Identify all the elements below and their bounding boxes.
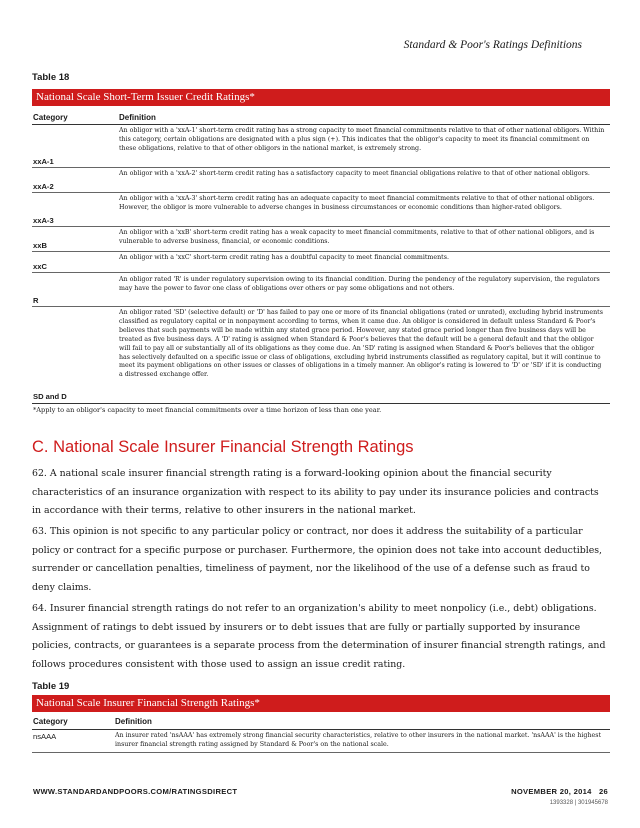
row-divider	[32, 167, 610, 168]
table-row-category: xxA-1	[33, 157, 54, 166]
table-row-definition: An obligor with a 'xxB' short-term credit rating has a weak capacity to meet financial commitments, relative to that of other national obligors, and is vulnerable to adverse business, financial, or economic conditions.	[119, 229, 595, 245]
table-19-category-header: Category	[33, 717, 68, 726]
paragraph-64: 64. Insurer financial strength ratings do not refer to an organization's ability to meet nonpolicy (i.e., debt) obligations. Assignment of ratings to debt issued by insurers or to debt issues that are fully or partially supported by insurance policies, contracts, or guarantees is a separate process from the determination of insurer financial strength ratings, and follows procedures consistent with those used to assign an issue credit rating.	[32, 603, 606, 670]
running-header: Standard & Poor's Ratings Definitions	[403, 39, 582, 51]
table-19-header-rule	[32, 729, 610, 730]
table-18-title: National Scale Short-Term Issuer Credit Ratings*	[32, 89, 610, 106]
table-row-definition: An obligor with a 'xxA-1' short-term credit rating has a strong capacity to meet financial commitments relative to that of other national obligors. Within this category, certain obligations are designated with a plus sign (+). This indicates that the obligor's capacity to meet its financial commitment on these obligations, relative to that of other obligors in the national market, is extremely strong.	[119, 127, 605, 152]
table-18-header-rule	[32, 124, 610, 125]
table-row-definition: An obligor with a 'xxA-3' short-term credit rating has an adequate capacity to meet financial commitments relative to that of other national obligors. However, the obligor is more vulnerable to adverse changes in business circumstances or economic conditions than higher-rated obligors.	[119, 195, 595, 211]
table-18-label: Table 18	[32, 72, 70, 83]
table-row-category: xxA-3	[33, 216, 54, 225]
table-row-category: xxB	[33, 241, 47, 250]
paragraph-62: 62. A national scale insurer financial strength rating is a forward-looking opinion about the financial security characteristics of an insurance organization with respect to its ability to pay under its insurance policies and contracts in accordance with their terms, relative to other insurers in the national market.	[32, 468, 599, 517]
table-19-definition-header: Definition	[115, 717, 152, 726]
row-divider	[32, 251, 610, 252]
footer-document-code: 1393328 | 301945678	[549, 800, 608, 806]
table-row-definition: An obligor with a 'xxC' short-term credit rating has a doubtful capacity to meet financial commitments.	[119, 254, 449, 261]
row-divider	[32, 226, 610, 227]
table-18-footnote: *Apply to an obligor's capacity to meet financial commitments over a time horizon of less than one year.	[33, 406, 382, 414]
table-19-label: Table 19	[32, 681, 70, 692]
table-row-category: xxC	[33, 262, 47, 271]
table-18-category-header: Category	[33, 113, 68, 122]
table-18-bottom-rule	[32, 403, 610, 404]
table-19-title: National Scale Insurer Financial Strength Ratings*	[32, 695, 610, 712]
table-row-definition: An obligor with a 'xxA-2' short-term credit rating has a satisfactory capacity to meet financial obligations relative to that of other national obligors.	[119, 170, 590, 177]
table-row-category: xxA-2	[33, 182, 54, 191]
table-row-definition: An insurer rated 'nsAAA' has extremely strong financial security characteristics, relative to other insurers in the national market. 'nsAAA' is the highest insurer financial strength rating assigned by Standard & Poor's on the national scale.	[115, 732, 602, 748]
row-divider	[32, 306, 610, 307]
table-row-category: R	[33, 296, 39, 305]
table-row-category: SD and D	[33, 392, 67, 401]
row-divider	[32, 192, 610, 193]
table-row-definition: An obligor rated 'R' is under regulatory supervision owing to its financial condition. During the pendency of the regulatory supervision, the regulators may have the power to favor one class of obligations over others or pay some obligations and not others.	[119, 276, 600, 292]
table-row-category: nsAAA	[33, 732, 57, 741]
footer-url: WWW.STANDARDANDPOORS.COM/RATINGSDIRECT	[33, 787, 238, 796]
table-row-definition: An obligor rated 'SD' (selective default) or 'D' has failed to pay one or more of its financial obligations (rated or unrated), excluding hybrid instruments classified as regulatory capital or in nonpayment according to terms, when it came due. An obligor is considered in default unless Standard & Poor's believes that such payments will be made within any stated grace period. However, any stated grace period longer than five business days will be treated as five business days. A 'D' rating is assigned when Standard & Poor's believes that the default will be a general default and that the obligor will fail to pay all or substantially all of its obligations as they come due. An 'SD' rating is assigned when Standard & Poor's believes that the obligor has selectively defaulted on a specific issue or class of obligations, excluding hybrid instruments classified as regulatory capital, but it will continue to meet its payment obligations on other issues or classes of obligations in a timely manner. An obligor's rating is lowered to 'D' or 'SD' if it is conducting a distressed exchange offer.	[119, 309, 603, 379]
row-divider	[32, 272, 610, 273]
table-18-definition-header: Definition	[119, 113, 156, 122]
section-heading: C. National Scale Insurer Financial Strength Ratings	[32, 438, 414, 456]
paragraph-63: 63. This opinion is not specific to any particular policy or contract, nor does it address the suitability of a particular policy or contract for a specific purpose or purchaser. Furthermore, the opinion does not take into account deductibles, surrender or cancellation penalties, timeliness of payment, nor the likelihood of the use of a defense such as fraud to deny claims.	[32, 526, 603, 593]
footer-date-page: NOVEMBER 20, 2014 26	[511, 787, 608, 796]
table-19-bottom-rule	[32, 752, 610, 753]
